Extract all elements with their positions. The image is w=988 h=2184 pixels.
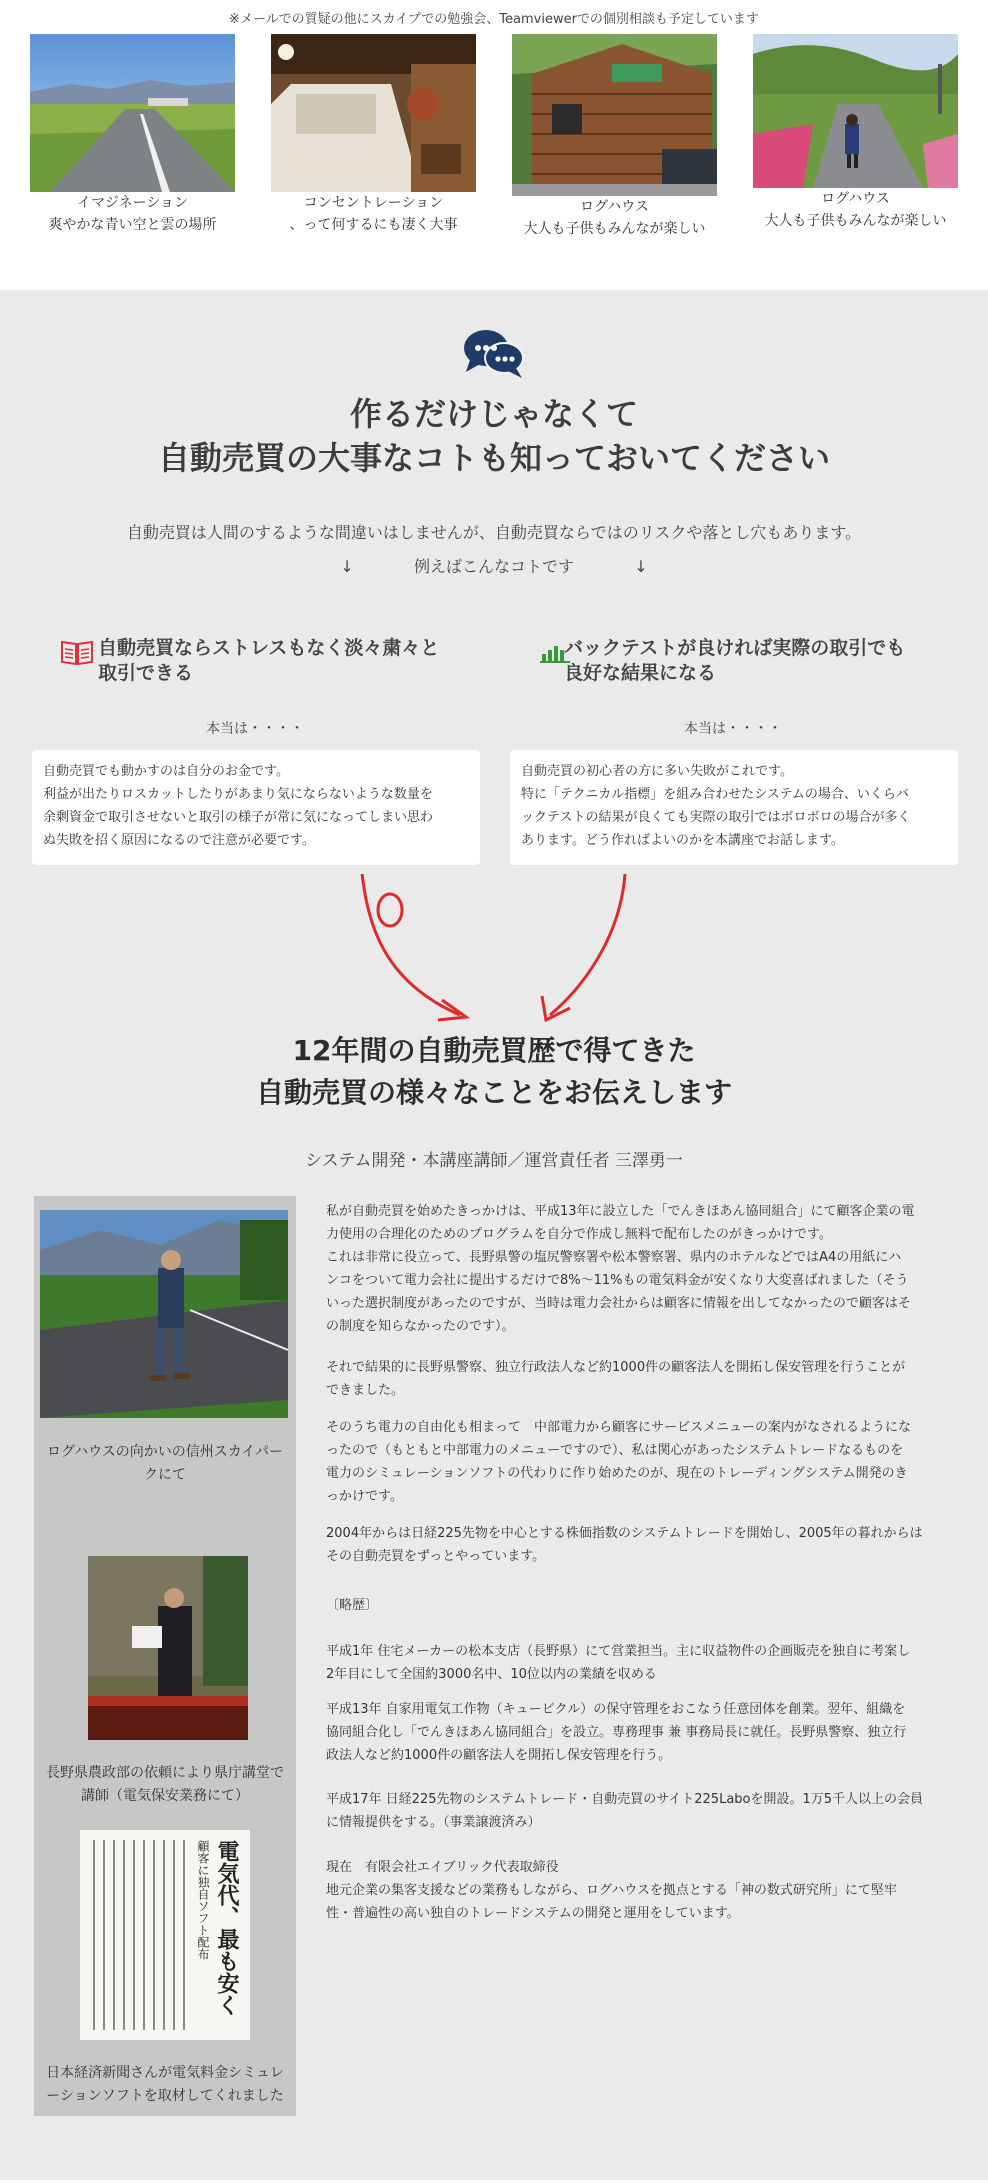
down-arrow-right: ↓ <box>634 557 648 576</box>
bio-line: 力使用の合理化のためのプログラムを自分で作成し無料で配布したのがきっかけです。 <box>326 1227 832 1242</box>
bio-line: 電力のシミュレーションソフトの代わりに作り始めたのが、現在のトレーディングシステム開発のき <box>326 1466 908 1481</box>
bio-paragraph <box>326 1200 958 1338</box>
section-lead-arrows <box>0 554 988 577</box>
bio-line: ったので（もともと中部電力のメニューですので）、私は関心があったシステムトレードなるものを <box>326 1443 904 1458</box>
bio-paragraph <box>326 1522 958 1568</box>
honto-label: 本当は・・・・ <box>684 721 782 737</box>
bio-line: 政法人など約1000件の顧客法人を開拓し保安管理を行う。 <box>326 1748 672 1763</box>
bio-history-label: 〔略歴〕 <box>326 1598 379 1613</box>
bio-line: 2年目にして全国約3000名中、10位以内の業績を収める <box>326 1667 657 1682</box>
photo-caption-line1: コンセントレーション <box>303 195 444 211</box>
photo-caption-line2: 、って何するにも凄く大事 <box>289 217 458 233</box>
bio-line: その自動売買をずっとやっています。 <box>326 1549 546 1564</box>
section-title-line1: 作るだけじゃなくて <box>349 395 638 433</box>
card-line: あります。どう作ればよいのかを本講座でお話します。 <box>521 833 844 848</box>
bio-line: 現在 有限会社エイブリック代表取締役 <box>326 1860 559 1875</box>
bio-line: に情報提供をする。（事業譲渡済み） <box>326 1815 541 1830</box>
bio-paragraph <box>326 1416 958 1508</box>
bio-paragraph <box>326 1356 958 1402</box>
bio-line: 平成17年 日経225先物のシステムトレード・自動売買のサイト225Laboを開設。1万5千人以上の会員 <box>326 1792 924 1807</box>
photo-caption-line1: ログハウス <box>821 191 890 207</box>
bio-line: ンコをついて電力会社に提出するだけで8%～11%もの電気料金が安くなり大変喜ばれました（そう <box>326 1273 909 1288</box>
newspaper-subheadline: 顧客に独自ソフト配布 <box>196 1840 210 1960</box>
down-arrow-left: ↓ <box>340 557 354 576</box>
card-line: 利益が出たりロスカットしたりがあまり気にならないような数量を <box>43 787 433 802</box>
sidebar-caption-line1: 長野県農政部の依頼により県庁講堂で <box>46 1765 284 1781</box>
card-line: 特に「テクニカル指標」を組み合わせたシステムの場合、いくらバ <box>521 787 909 802</box>
bio-history-item <box>326 1788 958 1834</box>
sidebar-caption-line1: 日本経済新聞さんが電気料金シミュレ <box>46 2065 284 2081</box>
skypark-photo <box>40 1210 288 1418</box>
photo-card <box>512 34 717 240</box>
bio-line: の制度を知らなかったのです）。 <box>326 1319 515 1334</box>
newspaper-text-lines <box>88 1840 198 2030</box>
headline <box>0 1030 988 1114</box>
red-arrows-icon <box>350 870 650 1030</box>
bio-line: できました。 <box>326 1383 405 1398</box>
card-line: 自動売買でも動かすのは自分のお金です。 <box>43 764 289 779</box>
landscape-photo <box>30 34 235 192</box>
top-area <box>0 0 988 240</box>
feature-title-line2: 良好な結果になる <box>564 662 717 684</box>
feature-title-line1: 自動売買ならストレスもなく淡々粛々と <box>98 637 440 659</box>
card-line: 余剰資金で取引させないと取引の様子が常に気になってしまい思わ <box>43 810 434 825</box>
feature-card <box>32 750 480 865</box>
lecturer-name: システム開発・本講座講師／運営責任者 三澤勇一 <box>305 1151 683 1171</box>
photo-card <box>753 34 958 240</box>
lecture-photo <box>88 1556 248 1740</box>
feature-title-line1: バックテストが良ければ実際の取引でも <box>564 637 906 659</box>
bio-history-item <box>326 1856 958 1925</box>
section-title <box>0 392 988 480</box>
photo-card <box>30 34 235 240</box>
section-title-line2: 自動売買の大事なコトも知っておいてください <box>157 439 830 477</box>
photo-caption-line1: イマジネーション <box>76 195 189 211</box>
photo-card <box>271 34 476 240</box>
feature-title <box>98 636 478 686</box>
log-house-photo <box>512 34 717 196</box>
honto-label: 本当は・・・・ <box>206 721 304 737</box>
photo-row <box>0 34 988 240</box>
card-line: 自動売買の初心者の方に多い失敗がこれです。 <box>521 764 793 779</box>
bio-line: 地元企業の集客支援などの業務もしながら、ログハウスを拠点とする「神の数式研究所」にて堅牢 <box>326 1883 897 1898</box>
example-label: 例えばこんなコトです <box>413 557 574 576</box>
headline-line2: 自動売買の様々なことをお伝えします <box>255 1076 732 1109</box>
sidebar-caption <box>34 2062 296 2108</box>
sidebar-caption-line1: ログハウスの向かいの信州スカイパー <box>46 1444 284 1460</box>
sidebar-caption-line2: 講師（電気保安業務にて） <box>81 1788 249 1804</box>
bio-line: それで結果的に長野県警察、独立行政法人など約1000件の顧客法人を開拓し保安管理を行うことが <box>326 1360 906 1375</box>
newspaper-clipping <box>80 1830 250 2040</box>
bio-line: 平成13年 自家用電気工作物（キュービクル）の保守管理をおこなう任意団体を創業。翌年、組織を <box>326 1702 906 1717</box>
park-path-photo <box>753 34 958 188</box>
bio-line: これは非常に役立って、長野県警の塩尻警察署や松本警察署、県内のホテルなどではA4の用紙にハ <box>326 1250 902 1265</box>
card-line: ックテストの結果が良くても実際の取引ではボロボロの場合が多く <box>521 810 911 825</box>
bio-line: 協同組合化し「でんきほあん協同組合」を設立。専務理事 兼 事務局長に就任。長野県警察、独立行 <box>326 1725 907 1740</box>
feature-card <box>510 750 958 865</box>
book-icon <box>60 638 94 666</box>
feature-title-line2: 取引できる <box>98 662 194 684</box>
photo-caption-line2: 大人も子供もみんなが楽しい <box>523 221 706 237</box>
bio-line: 平成1年 住宅メーカーの松本支店（長野県）にて営業担当。主に収益物件の企画販売を独自に考案し <box>326 1644 911 1659</box>
bio-history-item <box>326 1698 958 1767</box>
photo-caption-line2: 大人も子供もみんなが楽しい <box>764 213 947 229</box>
chat-bubbles-icon <box>460 326 528 382</box>
card-line: ぬ失敗を招く原因になるので注意が必要です。 <box>43 833 315 848</box>
bio-line: 私が自動売買を始めたきっかけは、平成13年に設立した「でんきほあん協同組合」にて顧客企業の電 <box>326 1204 915 1219</box>
newspaper-headline: 電気代、最も安く <box>214 1840 239 2016</box>
bio-line: そのうち電力の自由化も相まって 中部電力から顧客にサービスメニューの案内がなされるようにな <box>326 1420 912 1435</box>
sidebar-caption-line2: クにて <box>144 1467 186 1483</box>
bio-line: っかけです。 <box>326 1489 403 1504</box>
sidebar-caption <box>34 1441 296 1487</box>
bio-line: いった選択制度があったのですが、当時は電力会社からは顧客に情報を出してなかったので顧客はそ <box>326 1296 911 1311</box>
sidebar-caption <box>34 1762 296 1808</box>
sidebar-caption-line2: ーションソフトを取材してくれました <box>46 2088 284 2104</box>
photo-caption-line1: ログハウス <box>580 199 649 215</box>
headline-line1: 12年間の自動売買歴で得てきた <box>292 1034 696 1067</box>
photo-caption-line2: 爽やかな青い空と雲の場所 <box>48 217 217 233</box>
bio-history-item <box>326 1640 958 1686</box>
section-lead: 自動売買は人間のするような間違いはしませんが、自動売買ならではのリスクや落とし穴もあります。 <box>126 523 862 542</box>
bio-line: 2004年からは日経225先物を中心とする株価指数のシステムトレードを開始し、2005年の暮れからは <box>326 1526 923 1541</box>
room-photo <box>271 34 476 192</box>
profile-sidebar <box>34 1196 296 2116</box>
feature-title <box>564 636 944 686</box>
bio-line: 性・普遍性の高い独自のトレードシステムの開発と運用をしています。 <box>326 1906 740 1921</box>
top-note: ※メールでの質疑の他にスカイプでの勉強会、Teamviewerでの個別相談も予定しています <box>229 12 759 27</box>
